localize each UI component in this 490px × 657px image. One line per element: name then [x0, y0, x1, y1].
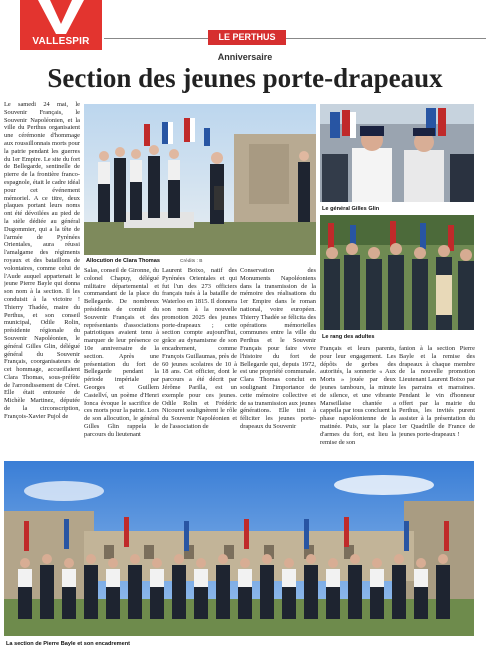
- v-logo-icon: [20, 0, 102, 34]
- article-column-2: Salas, conseil de Gironne, du colonel Chapuy, délégué militaire départemental et commandant de la place du Bellegarde. De nombreux présidents de comité du Souvenir Français et des représentants d'associations patriotiques avaient tenu à marquer de leur présence ce 10e anniversaire de la section. Après une présentation du fort de Bellegarde pendant la période impériale par Georges et Guillem Castellví, un poème d'Henri Ionca évoque le sacrifice de ces morts pour la patrie. Lors de son allocution, le général Gilles Glin rappela le parcours du lieutenant: [84, 267, 159, 438]
- caption-rang: Le rang des adultes: [322, 334, 375, 340]
- photo-rang-adultes: [320, 215, 474, 330]
- article-column-1: Le samedi 24 mai, le Souvenir Français, le Souvenir Napoléonien, et la ville du Perthus organisaient une cérémonie d'hommage aux roussillonnais morts pour la patrie pendant les guerres du 1er Empire. Le site du fort de Bellegarde, sentinelle de pierre de la frontière franco-espagnole, était le cadre idéal pour cet événement mémoriel. A ce titre, deux plaques portant leurs noms ont été dévoilées au pied de la stèle dédiée au général Dugommier, qui a la tête de l'armée de Pyrénées Orientales, aura réussi l'amalgame des régiments royaux et des bataillons de volontaires, comme celui de l'Aude auquel appartenait le jeune Pierre Bayle qui donna son nom à la section. Il les conduisit à la victoire ! Thierry Thadée, maire du Perthus, et son conseil municipal, Odile Rolin, présidente régionale du Souvenir Napoléonien, le général Gilles Glin, délégué général du Souvenir Français, coorganisateurs de cet hommage, accueillaient Clara Thomas, sous-préfète de l'arrondissement de Céret. Elle était entourée de Michèle Martinez, députée de la circonscription, François-Xavier Pujol de: [4, 101, 80, 420]
- article-column-4: Conservation des Monuments Napoléoniens dans la transmission de la mémoire des réalisations du 1er Empire dans le roman national, voire européen. Thierry Thadée se félicita des opérations mémorielles communes entre la ville du Perthus et le Souvenir Français pour faire vivre l'histoire du fort de Bellegarde qui, depuis 1972, est une propriété communale. Clara Thomas conclut en soulignant l'importance de cette mémoire collective et de sa transmission aux jeunes générations. Elle tint à féliciter les jeunes porte-drapeaux du Souvenir: [240, 267, 316, 430]
- article-column-3: Laurent Boixo, natif des Pyrénées Orientales et qui fut l'un des 273 officiers français tués à la bataille de Waterloo en 1815. Il donnera son nom à la nouvelle promotion 2025 des jeunes porte-drapeaux ; cette section compte aujourd'hui, grâce au dynamisme de son encadrement, comme François Guillaumas, près de 60 jeunes scolaires de 10 à 18 ans. Cet officier, dont le parcours a été décrit par Jérôme Parilla, est un exemple pour ces jeunes. Odile Rolin et Frédéric Nicouret soulignèrent le rôle du Souvenir Napoléonien et de l'association de: [162, 267, 237, 430]
- section-tag: LE PERTHUS: [208, 30, 286, 45]
- article-column-6: fanion à la section Pierre Bayle et la remise des drapeaux à chaque membre de la nouvelle promotion Lieutenant Laurent Boixo par les parrains et marraines. Pendant le vin d'honneur offert par la mairie du Perthus, les invités purent assister à la présentation du 1er Quadrille de France de jeunes porte-drapeaux !: [399, 345, 475, 438]
- article-headline: Section des jeunes porte-drapeaux: [47, 63, 443, 93]
- article-column-5: Français et leurs parents, pour leur engagement. Les dépôts de gerbes des autorités, la sonnerie « Aux Morts » jouée par deux jeunes tambours, la minute de silence, et une vibrante Marseillaise chantée a cappella par tous concluent la phase napoléonienne de la matinée. Puis, sur la place d'armes du fort, est lieu la remise de son: [320, 345, 396, 446]
- photo-general: [320, 104, 474, 202]
- caption-general: Le général Gilles Glin: [322, 206, 380, 212]
- article-kicker: Anniversaire: [217, 52, 273, 62]
- caption-group: La section de Pierre Bayle et son encadrement: [6, 641, 131, 647]
- photo-section-group: [4, 461, 474, 636]
- photo-allocution: [84, 104, 316, 255]
- vallespir-logo: [20, 0, 102, 50]
- header-rule: [104, 38, 486, 39]
- logo-text: VALLESPIR: [32, 36, 90, 47]
- photo-credit: Crédits : B: [180, 259, 203, 264]
- caption-allocution: Allocution de Clara Thomas: [86, 258, 160, 264]
